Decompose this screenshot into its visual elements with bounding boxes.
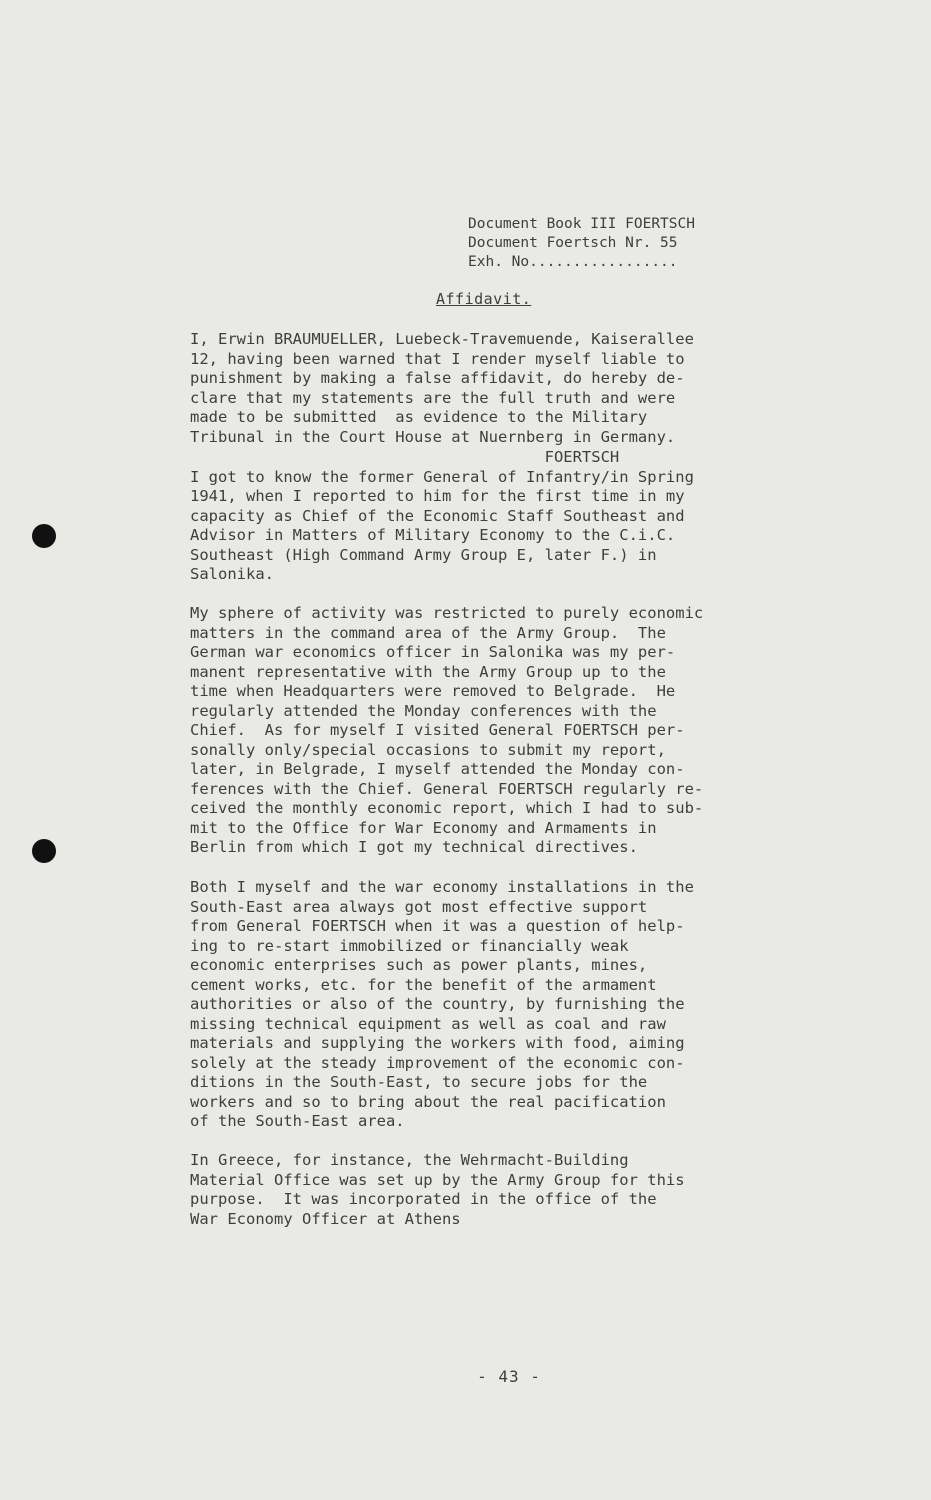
paragraph-support: Both I myself and the war economy installations in the South-East area always got most effective support from General FOERTSCH when it was a question of help- ing to re-start immobilized or financially weak economic enterprises such as power plants, mines, cement works, etc. for the benefit of the armament authorities or also of the country, by furnishing the missing technical equipment as well as coal and raw materials and supplying the workers with food, aiming solely at the steady improvement of the economic con- ditions in the South-East, to secure jobs for the workers and so to bring about the real pacification of the South-East area. bbox=[190, 878, 694, 1130]
paragraph-acquaintance: FOERTSCH I got to know the former General of Infantry/in Spring 1941, when I reported to him for the first time in my capacity as Chief of the Economic Staff Southeast and Advisor in Matters of Military Economy to the C.i.C. Southeast (High Command Army Group E, later F.) in Salonika. bbox=[190, 448, 694, 583]
paragraph-intro: I, Erwin BRAUMUELLER, Luebeck-Travemuende, Kaiserallee 12, having been warned that I render myself liable to punishment by making a false affidavit, do hereby de- clare that my statements are the full truth and were made to be submitted as evidence to the Military Tribunal in the Court House at Nuernberg in Germany. bbox=[190, 330, 694, 446]
paragraph-activity: My sphere of activity was restricted to purely economic matters in the command area of the Army Group. The German war economics officer in Salonika was my per- manent representative with the Army Group up to the time when Headquarters were removed to Belgrade. He regularly attended the Monday conferences with the Chief. As for myself I visited General FOERTSCH per- sonally only/special occasions to submit my report, later, in Belgrade, I myself attended the Monday con- ferences with the Chief. General FOERTSCH regularly re- ceived the monthly economic report, which I had to sub- mit to the Office for War Economy and Armaments in Berlin from which I got my technical directives. bbox=[190, 604, 704, 856]
punch-hole bbox=[32, 524, 56, 548]
paragraph-greece: In Greece, for instance, the Wehrmacht-Building Material Office was set up by the Army Group for this purpose. It was incorporated in the office of the War Economy Officer at Athens bbox=[190, 1151, 685, 1228]
document-title: Affidavit. bbox=[436, 290, 532, 308]
punch-hole bbox=[32, 839, 56, 863]
document-header bbox=[468, 215, 695, 272]
header-document-line: Document Foertsch Nr. 55 bbox=[468, 235, 678, 251]
header-exhibit-line: Exh. No................. bbox=[468, 254, 678, 270]
page-number: - 43 - bbox=[477, 1367, 541, 1386]
header-book-line: Document Book III FOERTSCH bbox=[468, 216, 695, 232]
